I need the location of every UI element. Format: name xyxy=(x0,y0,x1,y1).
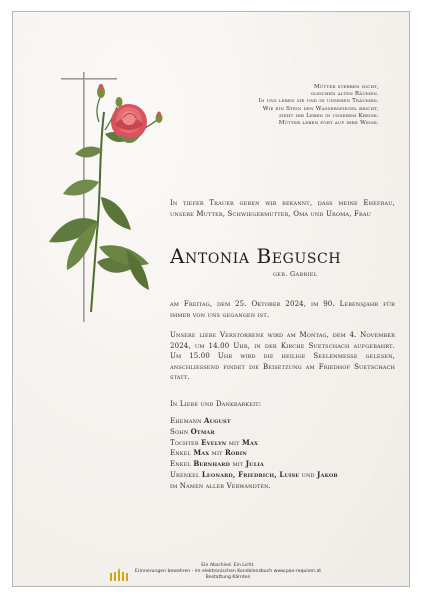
poem-line: zieht ihr Leben in unserem Kreise. xyxy=(279,112,379,119)
mourners-list xyxy=(170,416,395,481)
footer-line: Erinnerungen bewahren - im elektronischen Kondolenzbuch www.pax-requiem.at xyxy=(134,569,322,574)
cross-vertical xyxy=(83,72,85,322)
mourner-line: Enkel Max mit Robin xyxy=(170,448,247,458)
poem-line: Mütter sterben nicht, xyxy=(314,84,379,90)
obituary-card xyxy=(12,11,410,587)
intro-text: In tiefer Trauer geben wir bekannt, dass meine Ehefrau, unsere Mutter, Schwiegermutter, Oma und Uroma, Frau xyxy=(170,199,395,218)
footer-line: Ein Abschied. Ein Licht. xyxy=(201,563,255,568)
maiden-name: geb. Gabriel xyxy=(273,270,318,278)
date-text: am Freitag, dem 25. Oktober 2024, im 90. Lebensjahr für immer von uns gegangen ist. xyxy=(170,300,395,319)
cross-and-rose-illustration xyxy=(39,72,169,322)
mourner-line: Enkel Bernhard mit Julia xyxy=(170,459,264,469)
poem xyxy=(169,84,379,127)
footer xyxy=(130,563,326,581)
poem-line: In uns leben sie und in unseren Träumen. xyxy=(258,98,379,105)
footer-line: Bestattung Kärnten xyxy=(205,575,251,580)
gratitude-line: In Liebe und Dankbarkeit: xyxy=(170,400,262,408)
mourner-line: Sohn Otmar xyxy=(170,426,215,436)
poem-line: Mütter leben fort auf ihre Weise. xyxy=(278,120,379,127)
burial-text: Unsere liebe Verstorbene wird am Montag, dem 4. November 2024, um 14.00 Uhr, in der Kirche Suetschach aufgebahrt. Um 15.00 Uhr wird die heilige Seelenmesse gelesen, anschliessend findet die Beisetzung am Friedhof Suetschach statt. xyxy=(170,331,395,381)
leaf xyxy=(75,147,103,158)
relatives-line: im Namen aller Verwandten. xyxy=(170,482,272,490)
poem-line: Wie ein Stein den Wasserspiegel bricht, xyxy=(262,105,379,112)
leaf xyxy=(63,180,99,196)
mourner-line: Tochter Evelyn mit Max xyxy=(170,437,259,447)
leaf xyxy=(101,197,131,230)
mourner-line: Ehemann August xyxy=(170,416,231,425)
rose-bud xyxy=(116,97,123,107)
mourner-line: Urenkel Leonard, Friedrich, Luise und Jakob xyxy=(170,469,338,479)
deceased-name: Antonia Begusch xyxy=(170,244,342,268)
candle-logo-icon xyxy=(108,568,130,582)
cross-horizontal xyxy=(61,78,117,80)
poem-line: gleichen alten Bäumen. xyxy=(310,91,379,98)
